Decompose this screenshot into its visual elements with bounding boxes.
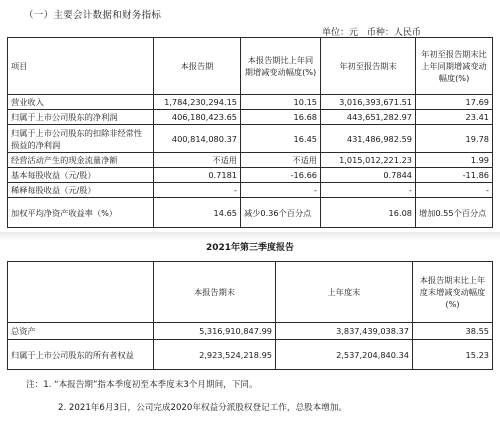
table-row — [8, 340, 493, 370]
table-row — [8, 110, 493, 125]
cell-value: 0.7844 — [321, 168, 416, 183]
cell-value: - — [321, 183, 416, 198]
cell-value: 431,486,982.59 — [321, 125, 416, 153]
table-row — [8, 168, 493, 183]
cell-value: 不适用 — [154, 153, 241, 168]
cell-value: 不适用 — [241, 153, 321, 168]
cell-value: 17.69 — [416, 95, 493, 110]
row-label: 归属于上市公司股东的所有者权益 — [8, 340, 154, 370]
cell-value: - — [154, 183, 241, 198]
cell-value: 1,015,012,221.23 — [321, 153, 416, 168]
row-label: 经营活动产生的现金流量净额 — [8, 153, 154, 168]
cell-value: 16.08 — [321, 198, 416, 228]
cell-value: 23.41 — [416, 110, 493, 125]
financial-data-table — [7, 37, 493, 228]
table-row — [8, 183, 493, 198]
cell-value: 5,316,910,847.99 — [154, 323, 276, 340]
cell-value: 3,016,393,671.51 — [321, 95, 416, 110]
header-item: 项目 — [8, 38, 154, 95]
cell-value: 400,814,080.37 — [154, 125, 241, 153]
cell-value: 406,180,423.65 — [154, 110, 241, 125]
cell-value: -11.86 — [416, 168, 493, 183]
cell-value: 2,923,524,218.95 — [154, 340, 276, 370]
header-prior-year-end: 上年度末 — [276, 262, 413, 323]
table-row — [8, 323, 493, 340]
header-current-change: 本报告期比上年同期增减变动幅度(%) — [241, 38, 321, 95]
table-header-row — [8, 38, 493, 95]
cell-value: 10.15 — [241, 95, 321, 110]
table-row — [8, 125, 493, 153]
cell-value: 14.65 — [154, 198, 241, 228]
cell-value: - — [416, 183, 493, 198]
cell-value: 减少0.36个百分点 — [241, 198, 321, 228]
cell-value: 16.68 — [241, 110, 321, 125]
section-title: （一）主要会计数据和财务指标 — [24, 10, 162, 21]
cell-value: 443,651,282.97 — [321, 110, 416, 125]
cell-value: 15.23 — [413, 340, 493, 370]
header-blank — [8, 262, 154, 323]
cell-value: 19.78 — [416, 125, 493, 153]
row-label: 基本每股收益（元/股） — [8, 168, 154, 183]
cell-value: 0.7181 — [154, 168, 241, 183]
row-label: 加权平均净资产收益率（%） — [8, 198, 154, 228]
header-current-period: 本报告期 — [154, 38, 241, 95]
row-label: 营业收入 — [8, 95, 154, 110]
cell-value: 38.55 — [413, 323, 493, 340]
footnote-2: 2. 2021年6月3日，公司完成2020年权益分派股权登记工作，总股本增加。 — [58, 403, 348, 413]
cell-value: 3,837,439,038.37 — [276, 323, 413, 340]
header-ytd: 年初至报告期末 — [321, 38, 416, 95]
row-label: 归属于上市公司股东的净利润 — [8, 110, 154, 125]
report-title: 2021年第三季度报告 — [205, 243, 295, 253]
table-row — [8, 153, 493, 168]
row-label: 归属于上市公司股东的扣除非经常性损益的净利润 — [8, 125, 154, 153]
cell-value: - — [241, 183, 321, 198]
header-change: 本报告期末比上年度末增减变动幅度(%) — [413, 262, 493, 323]
cell-value: 增加0.55个百分点 — [416, 198, 493, 228]
footnote-1: 注：1. “本报告期”指本季度初至本季度末3个月期间，下同。 — [26, 380, 258, 390]
row-label: 总资产 — [8, 323, 154, 340]
cell-value: -16.66 — [241, 168, 321, 183]
row-label: 稀释每股收益（元/股） — [8, 183, 154, 198]
table-header-row — [8, 262, 493, 323]
cell-value: 16.45 — [241, 125, 321, 153]
header-period-end: 本报告期末 — [154, 262, 276, 323]
table-row — [8, 95, 493, 110]
page-break-shadow — [0, 232, 500, 240]
balance-sheet-table — [7, 261, 493, 370]
table-row — [8, 198, 493, 228]
header-ytd-change: 年初至报告期末比上年同期增减变动幅度(%) — [416, 38, 493, 95]
cell-value: 2,537,204,840.34 — [276, 340, 413, 370]
cell-value: 1.99 — [416, 153, 493, 168]
unit-currency-line: 单位：元 币种：人民币 — [322, 28, 421, 38]
cell-value: 1,784,230,294.15 — [154, 95, 241, 110]
